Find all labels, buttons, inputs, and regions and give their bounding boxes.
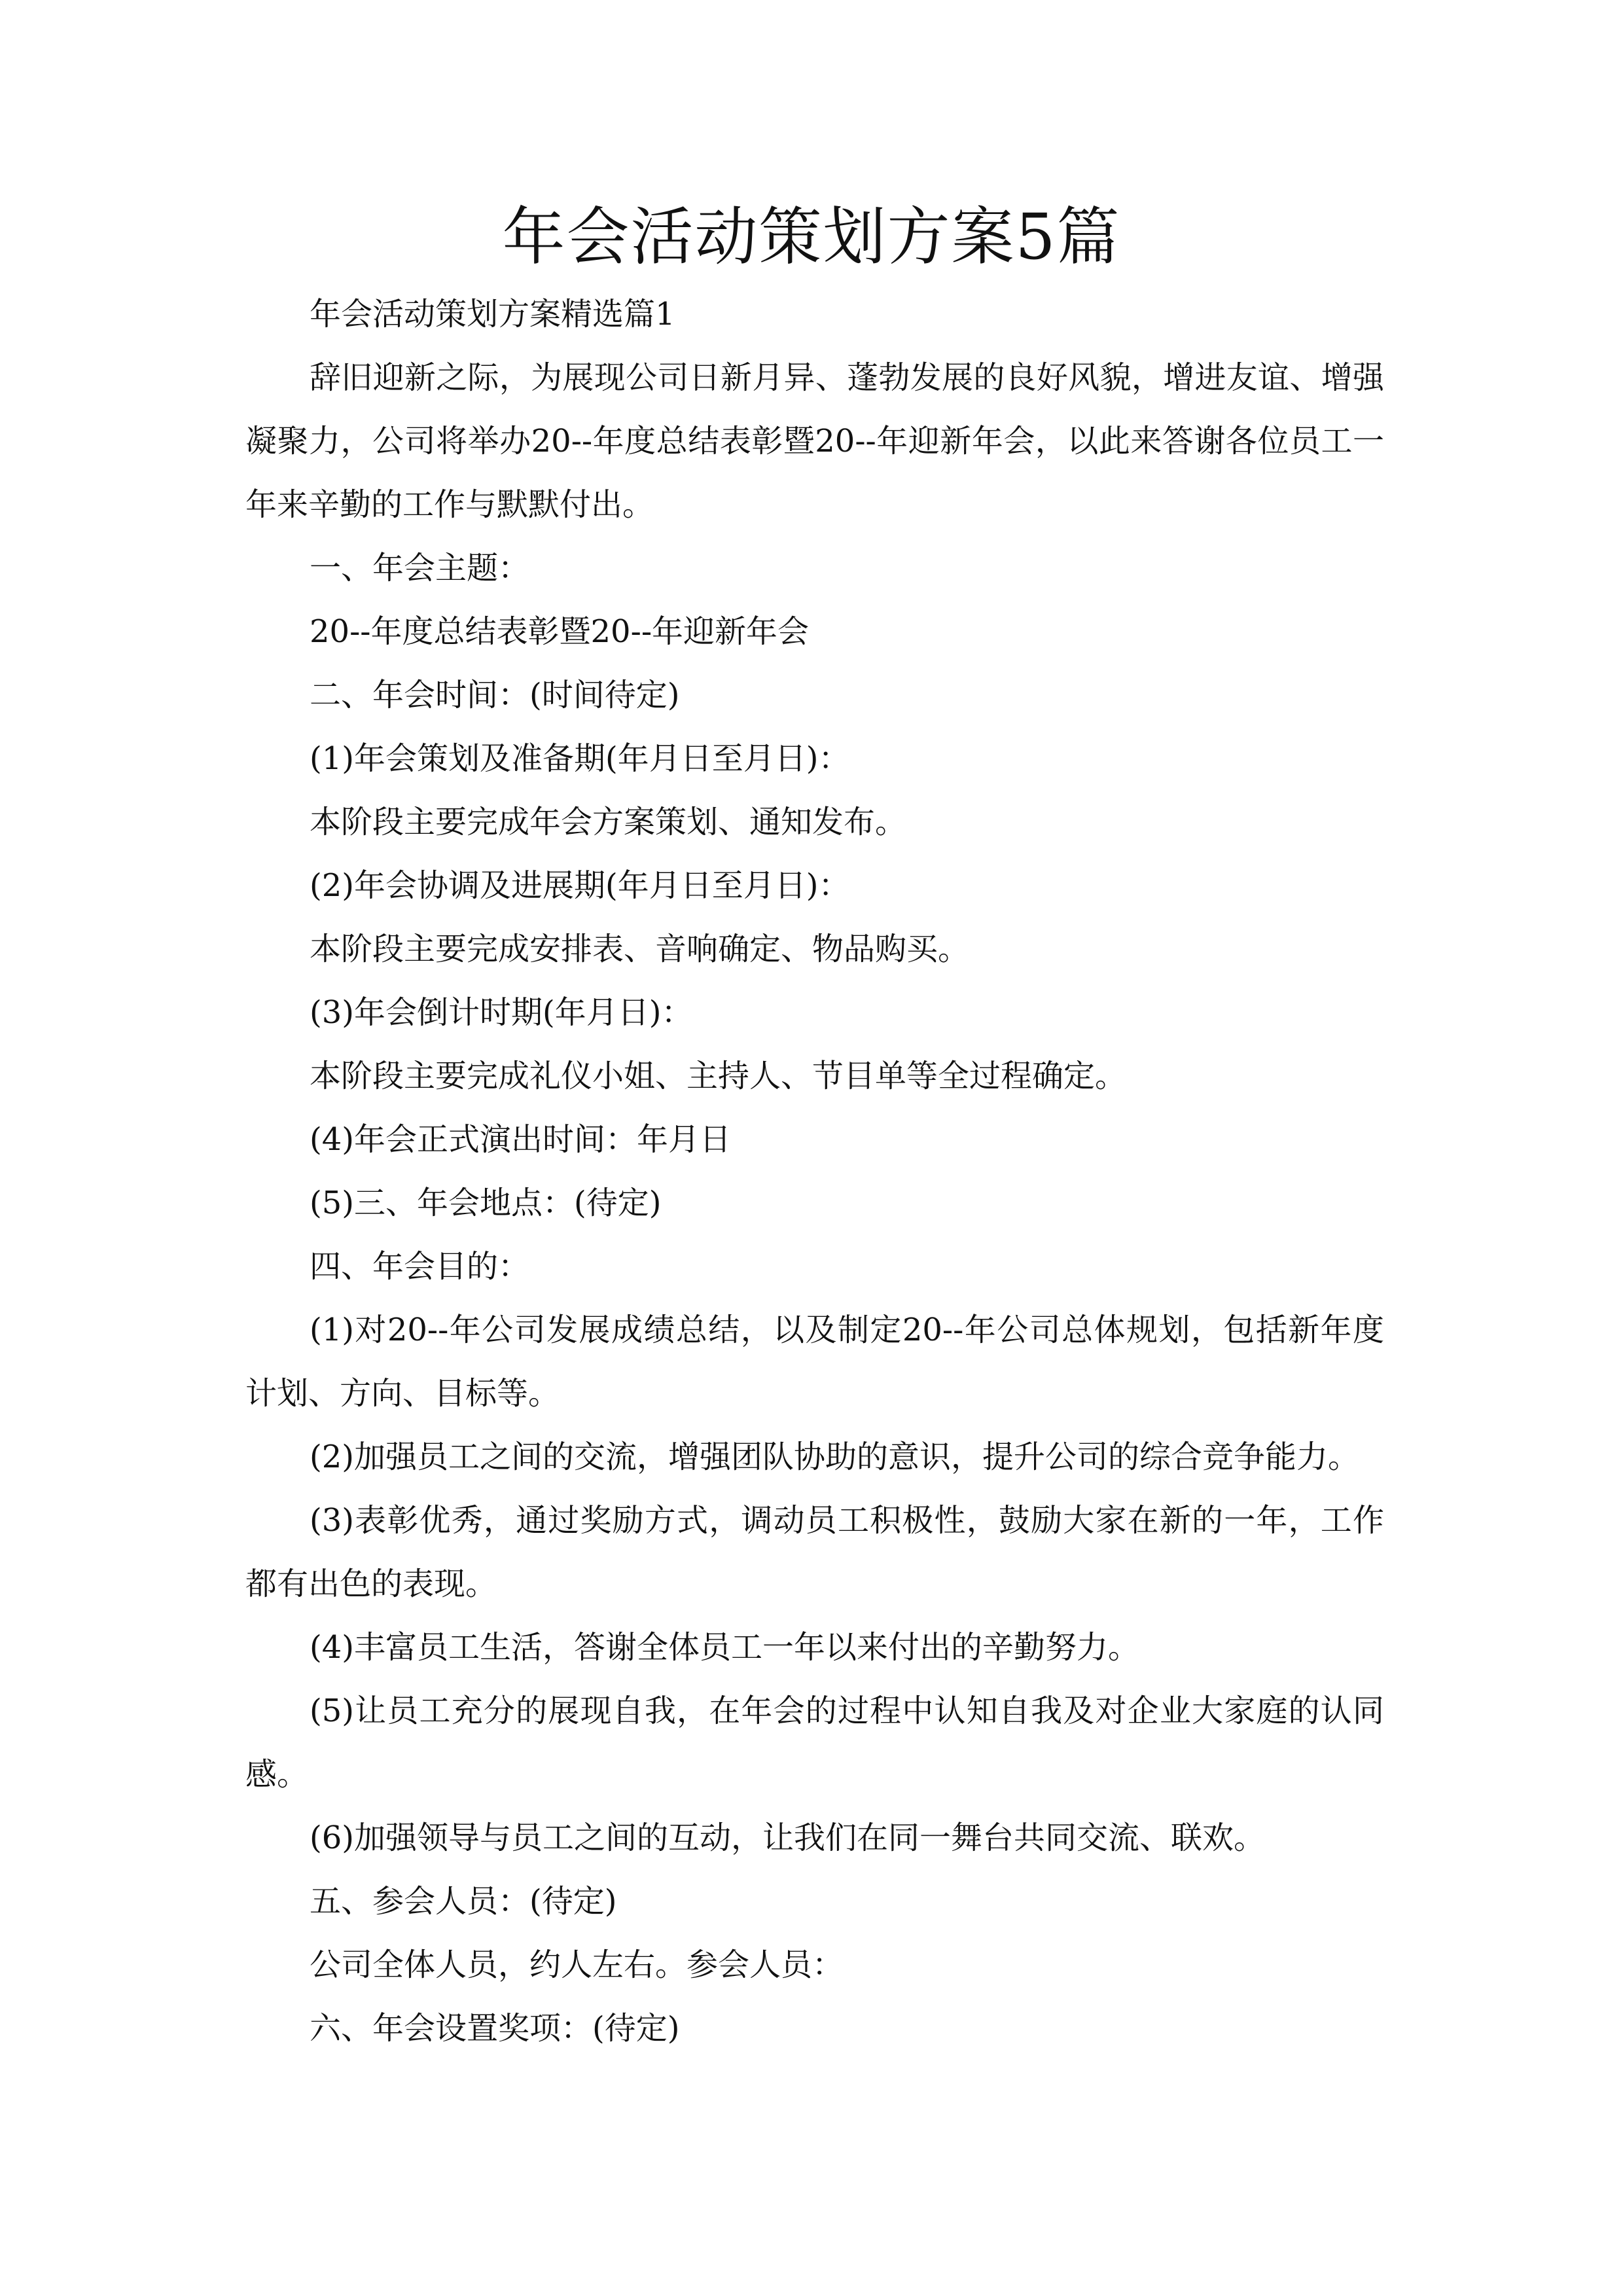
awards-heading: 六、年会设置奖项：(待定) [310,2010,680,2047]
time-item: (1)年会策划及准备期(年月日至月日)： [310,740,850,777]
purpose-heading: 四、年会目的： [310,1248,530,1285]
purpose-item: (2)加强员工之间的交流，增强团队协助的意识，提升公司的综合竞争能力。 [310,1439,1359,1475]
time-item-detail: 本阶段主要完成安排表、音响确定、物品购买。 [310,931,970,967]
theme-heading: 一、年会主题： [310,550,530,586]
time-item-detail: 本阶段主要完成礼仪小姐、主持人、节目单等全过程确定。 [310,1058,1127,1094]
purpose-item: (5)让员工充分的展现自我，在年会的过程中认知自我及对企业大家庭的认同感。 [245,1693,1384,1793]
section-heading: 年会活动策划方案精选篇1 [310,296,675,332]
participants-heading: 五、参会人员：(待定) [310,1883,617,1920]
location-item: (5)三、年会地点：(待定) [310,1185,662,1221]
purpose-item: (6)加强领导与员工之间的互动，让我们在同一舞台共同交流、联欢。 [310,1820,1265,1856]
time-item-detail: 本阶段主要完成年会方案策划、通知发布。 [310,804,907,840]
document-body [245,283,1384,2060]
time-heading: 二、年会时间：(时间待定) [310,677,680,713]
time-item: (4)年会正式演出时间：年月日 [310,1121,731,1158]
participants-content: 公司全体人员，约人左右。参会人员： [310,1946,844,1983]
theme-content: 20--年度总结表彰暨20--年迎新年会 [310,613,810,650]
time-item: (2)年会协调及进展期(年月日至月日)： [310,867,850,904]
time-item: (3)年会倒计时期(年月日)： [310,994,693,1031]
intro-paragraph: 辞旧迎新之际，为展现公司日新月异、蓬勃发展的良好风貌，增进友谊、增强凝聚力，公司将举办20--年度总结表彰暨20--年迎新年会，以此来答谢各位员工一年来辛勤的工作与默默付出。 [245,359,1384,523]
purpose-item: (1)对20--年公司发展成绩总结，以及制定20--年公司总体规划，包括新年度计划、方向、目标等。 [245,1312,1384,1412]
purpose-item: (4)丰富员工生活，答谢全体员工一年以来付出的辛勤努力。 [310,1629,1139,1666]
purpose-item: (3)表彰优秀，通过奖励方式，调动员工积极性，鼓励大家在新的一年，工作都有出色的表现。 [245,1502,1384,1602]
document-title: 年会活动策划方案5篇 [502,200,1121,274]
